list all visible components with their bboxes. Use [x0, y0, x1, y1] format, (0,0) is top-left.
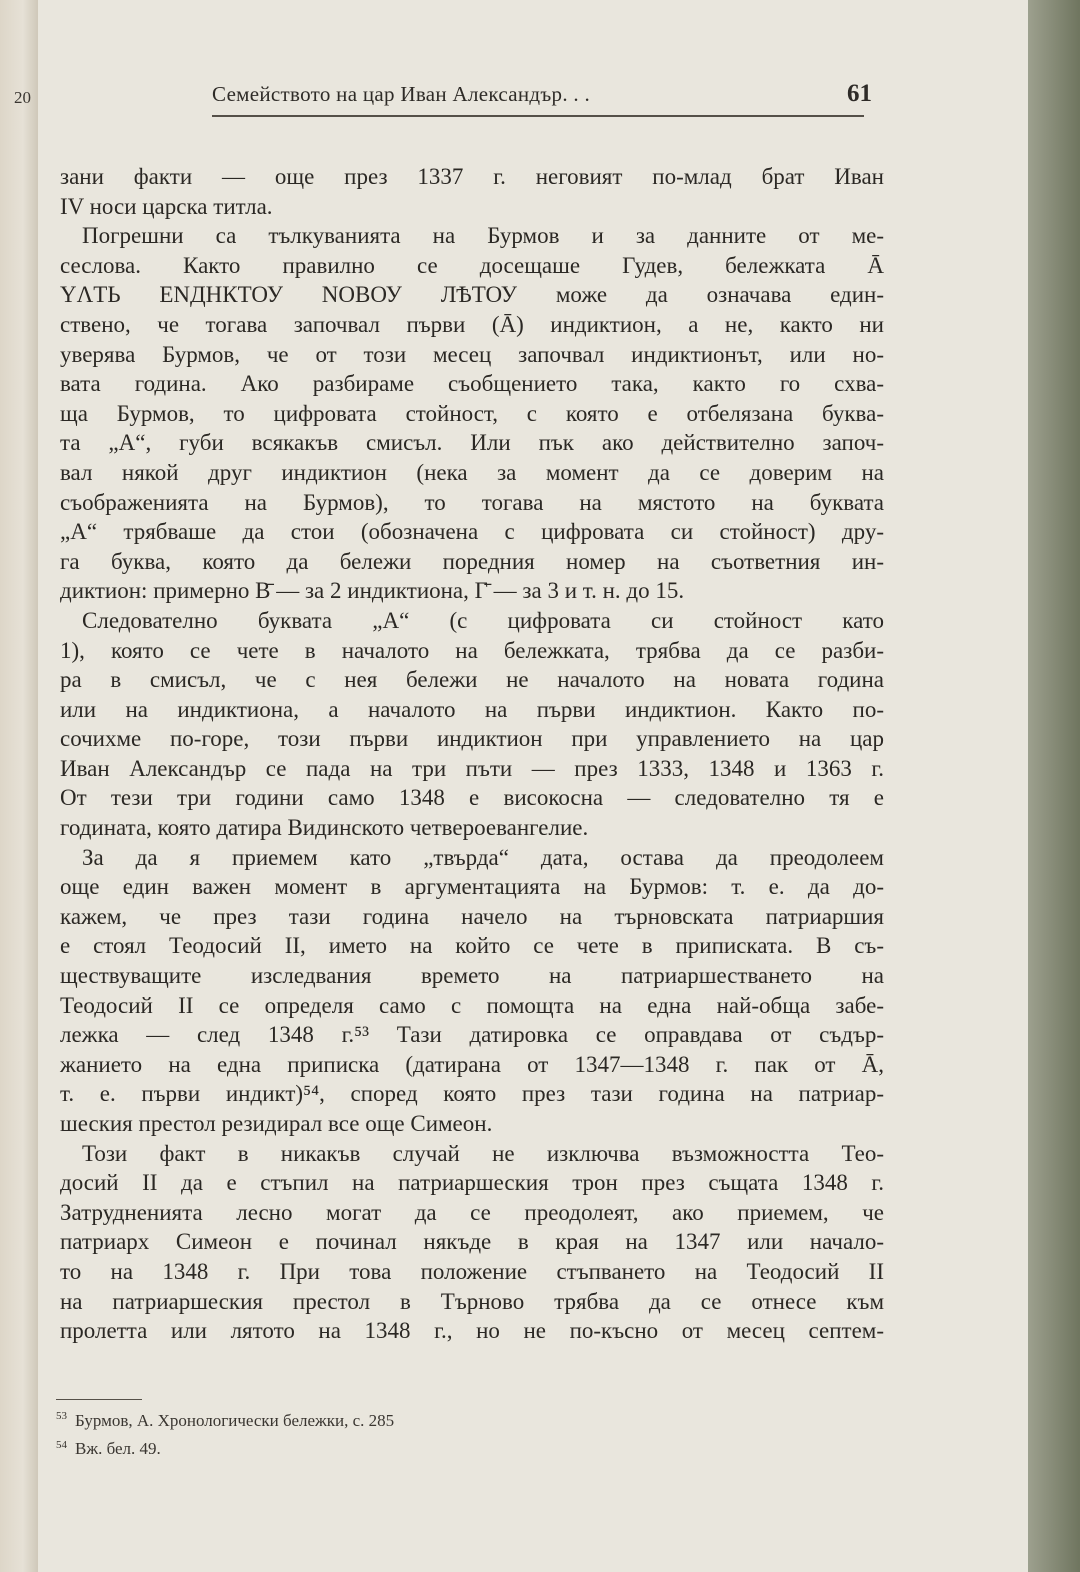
- text-line: Теодосий II се определя само с помощта на една най-обща забе-: [60, 992, 884, 1018]
- text-line: или на индиктиона, а началото на първи индиктион. Както по-: [60, 696, 884, 722]
- text-line: още един важен момент в аргументацията на Бурмов: т. е. да до-: [60, 874, 884, 900]
- text-line: т. е. първи индикт)⁵⁴, според която през тази година на патриар-: [60, 1081, 884, 1107]
- footnote: [56, 1404, 394, 1433]
- text-line: е стоял Теодосий II, името на който се чете в приписката. В съ-: [60, 933, 884, 959]
- text-line: жанието на една приписка (датирана от 1347—1348 г. пак от Ā,: [60, 1051, 884, 1077]
- text-line: За да я приемем като „твърда“ дата, остава да преодолеем: [82, 844, 884, 870]
- text-line: кажем, че през тази година начело на търновската патриаршия: [60, 903, 884, 929]
- text-line: ствено, че тогава започвал първи (Ā) индиктион, а не, както ни: [60, 311, 884, 337]
- running-title: Семейството на цар Иван Александър. . .: [212, 82, 591, 106]
- text-line: сеслова. Както правилно се досещаше Гудев, бележката Ā: [60, 252, 884, 278]
- text-line: От тези три години само 1348 е високосна — следователно тя е: [60, 785, 884, 811]
- text-line: Този факт в никакъв случай не изключва възможността Тео-: [82, 1140, 884, 1166]
- text-line: Следователно буквата „А“ (с цифровата си стойност като: [82, 607, 884, 633]
- text-line: га буква, която да бележи поредния номер на съответния ин-: [60, 548, 884, 574]
- text-line: пролетта или лятото на 1348 г., но не по-късно от месец септем-: [60, 1318, 884, 1344]
- footnote-number: 53: [56, 1410, 67, 1422]
- text-line: уверява Бурмов, че от този месец започвал индиктионът, или но-: [60, 341, 884, 367]
- footnote: [56, 1433, 394, 1462]
- text-line: ра в смисъл, че с нея бележи не началото на новата година: [60, 667, 884, 693]
- text-line: на патриаршеския престол в Търново трябва да се отнесе към: [60, 1288, 884, 1314]
- edge-page-number: 20: [14, 88, 31, 107]
- book-cover-edge: [1028, 0, 1080, 1572]
- footnotes: [56, 1404, 394, 1461]
- previous-page-edge: [0, 0, 40, 1572]
- text-line: досий II да е стъпил на патриаршеския трон през същата 1348 г.: [60, 1170, 884, 1196]
- text-line: ществуващите изследвания времето на патриаршестването на: [60, 963, 884, 989]
- text-line: патриарх Симеон е починал някъде в края на 1347 или начало-: [60, 1229, 884, 1255]
- header-rule: [212, 115, 864, 117]
- page-header: [212, 80, 872, 108]
- text-line: „А“ трябваше да стои (обозначена с цифровата си стойност) дру-: [60, 519, 884, 545]
- text-line: шеския престол резидирал все още Симеон.: [60, 1111, 493, 1136]
- footnote-text: Вж. бел. 49.: [75, 1439, 161, 1459]
- text-line: зани факти — още през 1337 г. неговият по-млад брат Иван: [60, 164, 884, 189]
- text-line: ҮΛТЬ ЕNДНКТОУ NОВОУ ЛѢТОУ може да означава един-: [60, 282, 884, 308]
- text-line: вал някой друг индиктион (нека за момент да се доверим на: [60, 459, 884, 485]
- text-line: Затрудненията лесно могат да се преодолеят, ако приемем, че: [60, 1199, 884, 1225]
- text-line: лежка — след 1348 г.⁵³ Тази датировка се оправдава от съдър-: [60, 1022, 884, 1048]
- text-line: годината, която датира Видинското четвероевангелие.: [60, 815, 589, 841]
- text-line: ща Бурмов, то цифровата стойност, с която е отбелязана буква-: [60, 400, 884, 426]
- body-text: [60, 162, 884, 1346]
- text-line: вата година. Ако разбираме съобщението така, както го схва-: [60, 371, 884, 397]
- footnote-number: 54: [56, 1438, 67, 1451]
- footnote-rule: [56, 1399, 142, 1400]
- text-line: 1), която се чете в началото на бележката, трябва да се разби-: [60, 637, 884, 663]
- page-number: 61: [847, 80, 872, 107]
- text-line: сочихме по-горе, този първи индиктион при управлението на цар: [60, 726, 884, 752]
- text-line: диктион: примерно В̄ — за 2 индиктиона, Г̄ — за 3 и т. н. до 15.: [60, 578, 685, 604]
- text-line: IV носи царска титла.: [60, 193, 273, 219]
- text-line: та „А“, губи всякакъв смисъл. Или пък ако действително започ-: [60, 430, 884, 456]
- text-line: то на 1348 г. При това положение стъпването на Теодосий II: [60, 1258, 884, 1284]
- text-line: Иван Александър се пада на три пъти — през 1333, 1348 и 1363 г.: [60, 755, 884, 781]
- footnote-text: Бурмов, А. Хронологически бележки, с. 285: [75, 1410, 395, 1430]
- text-line: Погрешни са тълкуванията на Бурмов и за данните от ме-: [82, 223, 884, 249]
- text-line: съображенията на Бурмов), то тогава на мястото на буквата: [60, 489, 884, 515]
